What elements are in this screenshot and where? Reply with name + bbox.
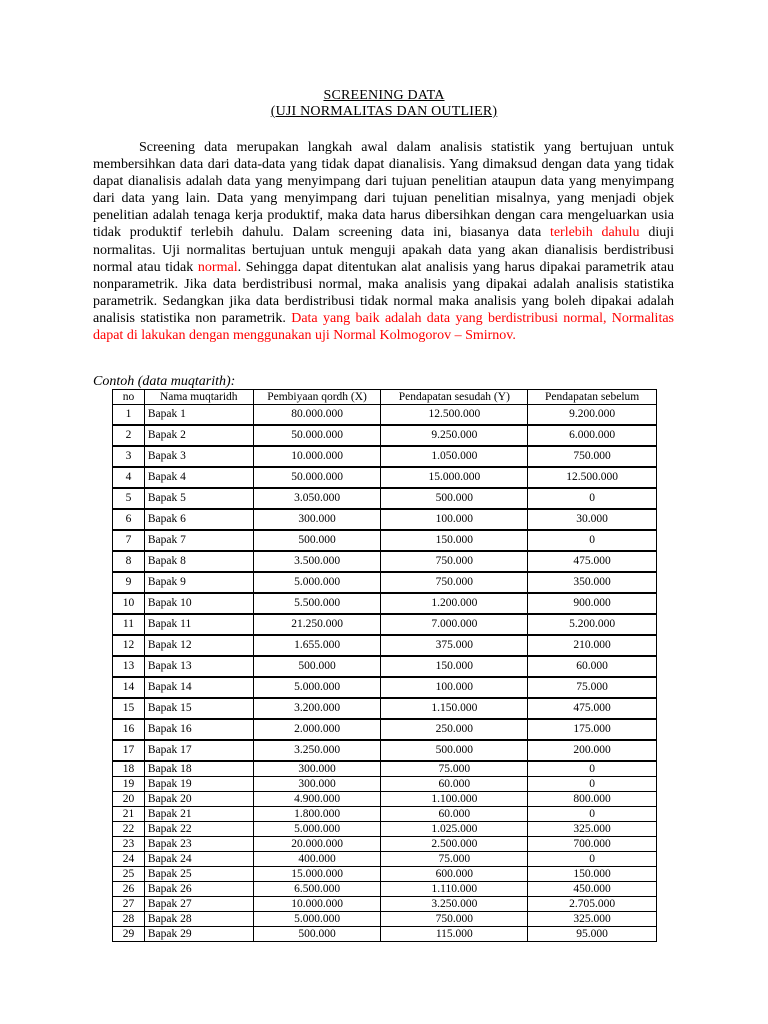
cell-financing: 4.900.000: [253, 792, 381, 807]
highlighted-text: terlebih dahulu: [549, 225, 640, 241]
cell-financing: 3.200.000: [253, 698, 381, 719]
table-row: [113, 852, 657, 867]
cell-income-after: 375.000: [381, 635, 528, 656]
cell-income-before: 0: [528, 488, 657, 509]
table-row: [113, 719, 657, 740]
cell-income-after: 750.000: [381, 912, 528, 927]
table-row: [113, 488, 657, 509]
cell-financing: 500.000: [253, 656, 381, 677]
cell-income-before: 0: [528, 530, 657, 551]
cell-income-before: 450.000: [528, 882, 657, 897]
cell-income-after: 2.500.000: [381, 837, 528, 852]
cell-income-before: 750.000: [528, 446, 657, 467]
table-row: [113, 867, 657, 882]
cell-income-before: 900.000: [528, 593, 657, 614]
cell-name: Bapak 23: [144, 837, 253, 852]
table-row: [113, 656, 657, 677]
cell-financing: 5.000.000: [253, 912, 381, 927]
paragraph-text: . Sehingga dapat ditentukan alat analisis yang harus dipakai parametrik atau nonparametrik. Jika data berdistribusi normal, maka analisis yang dipakai adalah analisis statistika parametrik. Sedangkan jika data berdistribusi tidak normal maka analisis yang boleh dipakai adalah analisis statistika non parametrik.: [93, 259, 674, 326]
cell-income-after: 150.000: [381, 530, 528, 551]
cell-income-before: 475.000: [528, 698, 657, 719]
cell-financing: 10.000.000: [253, 446, 381, 467]
cell-income-before: 12.500.000: [528, 467, 657, 488]
table-header-row: [113, 390, 657, 405]
cell-no: 14: [113, 677, 145, 698]
cell-income-before: 210.000: [528, 635, 657, 656]
header-no: no: [113, 390, 145, 405]
cell-income-after: 1.150.000: [381, 698, 528, 719]
cell-no: 4: [113, 467, 145, 488]
cell-name: Bapak 9: [144, 572, 253, 593]
cell-income-after: 9.250.000: [381, 425, 528, 446]
cell-income-after: 750.000: [381, 551, 528, 572]
cell-income-after: 60.000: [381, 777, 528, 792]
document-subtitle: (UJI NORMALITAS DAN OUTLIER): [270, 104, 498, 119]
cell-name: Bapak 22: [144, 822, 253, 837]
cell-income-before: 0: [528, 777, 657, 792]
cell-financing: 50.000.000: [253, 425, 381, 446]
cell-no: 28: [113, 912, 145, 927]
cell-income-after: 12.500.000: [381, 405, 528, 426]
cell-financing: 3.500.000: [253, 551, 381, 572]
cell-no: 20: [113, 792, 145, 807]
cell-income-after: 1.050.000: [381, 446, 528, 467]
cell-financing: 5.500.000: [253, 593, 381, 614]
cell-financing: 3.050.000: [253, 488, 381, 509]
cell-income-before: 200.000: [528, 740, 657, 761]
cell-financing: 20.000.000: [253, 837, 381, 852]
table-row: [113, 912, 657, 927]
cell-name: Bapak 12: [144, 635, 253, 656]
table-row: [113, 807, 657, 822]
cell-no: 26: [113, 882, 145, 897]
cell-no: 3: [113, 446, 145, 467]
cell-name: Bapak 5: [144, 488, 253, 509]
cell-income-after: 1.110.000: [381, 882, 528, 897]
cell-financing: 3.250.000: [253, 740, 381, 761]
table-row: [113, 425, 657, 446]
cell-no: 7: [113, 530, 145, 551]
cell-income-after: 75.000: [381, 761, 528, 777]
cell-income-before: 350.000: [528, 572, 657, 593]
table-row: [113, 897, 657, 912]
cell-name: Bapak 17: [144, 740, 253, 761]
cell-no: 9: [113, 572, 145, 593]
cell-income-before: 75.000: [528, 677, 657, 698]
cell-income-after: 15.000.000: [381, 467, 528, 488]
table-row: [113, 572, 657, 593]
cell-income-before: 325.000: [528, 912, 657, 927]
cell-no: 8: [113, 551, 145, 572]
cell-financing: 1.800.000: [253, 807, 381, 822]
cell-income-after: 60.000: [381, 807, 528, 822]
cell-name: Bapak 1: [144, 405, 253, 426]
cell-income-before: 95.000: [528, 927, 657, 942]
cell-name: Bapak 20: [144, 792, 253, 807]
cell-financing: 300.000: [253, 761, 381, 777]
cell-name: Bapak 18: [144, 761, 253, 777]
cell-income-after: 100.000: [381, 677, 528, 698]
cell-financing: 80.000.000: [253, 405, 381, 426]
cell-financing: 50.000.000: [253, 467, 381, 488]
table-body: [113, 405, 657, 942]
table-row: [113, 837, 657, 852]
header-financing: Pembiyaan qordh (X): [253, 390, 381, 405]
cell-income-before: 0: [528, 852, 657, 867]
cell-name: Bapak 28: [144, 912, 253, 927]
cell-financing: 15.000.000: [253, 867, 381, 882]
cell-no: 6: [113, 509, 145, 530]
cell-income-before: 700.000: [528, 837, 657, 852]
table-row: [113, 927, 657, 942]
cell-income-after: 250.000: [381, 719, 528, 740]
table-row: [113, 509, 657, 530]
cell-no: 18: [113, 761, 145, 777]
table-row: [113, 593, 657, 614]
cell-income-after: 1.025.000: [381, 822, 528, 837]
intro-paragraph: [93, 139, 674, 344]
cell-income-after: 750.000: [381, 572, 528, 593]
cell-name: Bapak 10: [144, 593, 253, 614]
cell-no: 21: [113, 807, 145, 822]
header-income-before: Pendapatan sebelum: [528, 390, 657, 405]
cell-no: 5: [113, 488, 145, 509]
cell-no: 22: [113, 822, 145, 837]
cell-income-after: 7.000.000: [381, 614, 528, 635]
cell-name: Bapak 29: [144, 927, 253, 942]
cell-name: Bapak 14: [144, 677, 253, 698]
cell-name: Bapak 4: [144, 467, 253, 488]
cell-no: 13: [113, 656, 145, 677]
paragraph-text: Screening data merupakan langkah awal dalam analisis statistik yang bertujuan untuk membersihkan data dari data-data yang tidak dapat dianalisis. Yang dimaksud dengan data yang tidak dapat dianalisis adalah data yang menyimpang dari tujuan penelitian ataupun data yang menyimpang dari data yang lain. Data yang menyimpang dari tujuan penelitian misalnya, yang menjadi objek penelitian adalah tenaga kerja produktif, maka data harus dibersihkan dengan cara mengeluarkan usia tidak produktif terlebih dahulu. Dalam screening data ini, biasanya data: [93, 140, 674, 241]
cell-income-after: 500.000: [381, 740, 528, 761]
cell-no: 15: [113, 698, 145, 719]
cell-name: Bapak 16: [144, 719, 253, 740]
table-row: [113, 635, 657, 656]
cell-financing: 400.000: [253, 852, 381, 867]
header-income-after: Pendapatan sesudah (Y): [381, 390, 528, 405]
cell-no: 11: [113, 614, 145, 635]
table-row: [113, 792, 657, 807]
cell-income-before: 325.000: [528, 822, 657, 837]
cell-income-before: 9.200.000: [528, 405, 657, 426]
cell-financing: 5.000.000: [253, 677, 381, 698]
cell-income-before: 150.000: [528, 867, 657, 882]
cell-financing: 1.655.000: [253, 635, 381, 656]
cell-no: 19: [113, 777, 145, 792]
cell-name: Bapak 15: [144, 698, 253, 719]
cell-no: 17: [113, 740, 145, 761]
table-row: [113, 822, 657, 837]
cell-name: Bapak 26: [144, 882, 253, 897]
cell-no: 1: [113, 405, 145, 426]
cell-income-before: 0: [528, 807, 657, 822]
cell-no: 16: [113, 719, 145, 740]
cell-financing: 6.500.000: [253, 882, 381, 897]
cell-name: Bapak 13: [144, 656, 253, 677]
cell-name: Bapak 11: [144, 614, 253, 635]
cell-financing: 500.000: [253, 927, 381, 942]
highlighted-text: Data yang baik adalah data yang berdistribusi normal, Normalitas dapat di lakukan dengan menggunakan uji Normal Kolmogorov – Smirnov.: [93, 310, 674, 344]
example-label: Contoh (data muqtarith):: [93, 374, 236, 389]
cell-financing: 5.000.000: [253, 572, 381, 593]
cell-income-before: 475.000: [528, 551, 657, 572]
cell-name: Bapak 6: [144, 509, 253, 530]
cell-no: 27: [113, 897, 145, 912]
cell-income-after: 600.000: [381, 867, 528, 882]
cell-income-before: 800.000: [528, 792, 657, 807]
cell-financing: 21.250.000: [253, 614, 381, 635]
cell-name: Bapak 25: [144, 867, 253, 882]
table-row: [113, 740, 657, 761]
cell-income-after: 500.000: [381, 488, 528, 509]
table-row: [113, 777, 657, 792]
cell-income-before: 6.000.000: [528, 425, 657, 446]
cell-income-after: 1.100.000: [381, 792, 528, 807]
cell-no: 2: [113, 425, 145, 446]
highlighted-text: normal: [197, 259, 238, 275]
header-name: Nama muqtaridh: [144, 390, 253, 405]
cell-financing: 5.000.000: [253, 822, 381, 837]
cell-income-after: 75.000: [381, 852, 528, 867]
table-row: [113, 446, 657, 467]
document-title: SCREENING DATA: [323, 88, 445, 103]
table-row: [113, 405, 657, 426]
cell-income-after: 115.000: [381, 927, 528, 942]
cell-name: Bapak 19: [144, 777, 253, 792]
cell-name: Bapak 24: [144, 852, 253, 867]
cell-income-after: 150.000: [381, 656, 528, 677]
cell-income-before: 60.000: [528, 656, 657, 677]
cell-income-after: 100.000: [381, 509, 528, 530]
data-table: [112, 389, 657, 942]
cell-no: 25: [113, 867, 145, 882]
paragraph-text: diuji normalitas. Uji normalitas bertujuan untuk menguji apakah data yang akan dianalisis berdistribusi normal atau tidak: [93, 225, 674, 275]
cell-income-before: 5.200.000: [528, 614, 657, 635]
table-row: [113, 551, 657, 572]
cell-name: Bapak 2: [144, 425, 253, 446]
table-row: [113, 882, 657, 897]
cell-income-before: 30.000: [528, 509, 657, 530]
table-row: [113, 614, 657, 635]
cell-no: 12: [113, 635, 145, 656]
table-row: [113, 530, 657, 551]
cell-name: Bapak 3: [144, 446, 253, 467]
cell-income-before: 0: [528, 761, 657, 777]
cell-no: 24: [113, 852, 145, 867]
table-row: [113, 467, 657, 488]
cell-income-before: 2.705.000: [528, 897, 657, 912]
table-row: [113, 698, 657, 719]
cell-financing: 2.000.000: [253, 719, 381, 740]
cell-no: 29: [113, 927, 145, 942]
cell-name: Bapak 8: [144, 551, 253, 572]
table-row: [113, 677, 657, 698]
cell-no: 23: [113, 837, 145, 852]
cell-financing: 300.000: [253, 777, 381, 792]
cell-income-after: 1.200.000: [381, 593, 528, 614]
cell-financing: 500.000: [253, 530, 381, 551]
cell-income-before: 175.000: [528, 719, 657, 740]
table-row: [113, 761, 657, 777]
cell-financing: 10.000.000: [253, 897, 381, 912]
cell-name: Bapak 7: [144, 530, 253, 551]
cell-name: Bapak 27: [144, 897, 253, 912]
cell-name: Bapak 21: [144, 807, 253, 822]
cell-income-after: 3.250.000: [381, 897, 528, 912]
cell-no: 10: [113, 593, 145, 614]
cell-financing: 300.000: [253, 509, 381, 530]
